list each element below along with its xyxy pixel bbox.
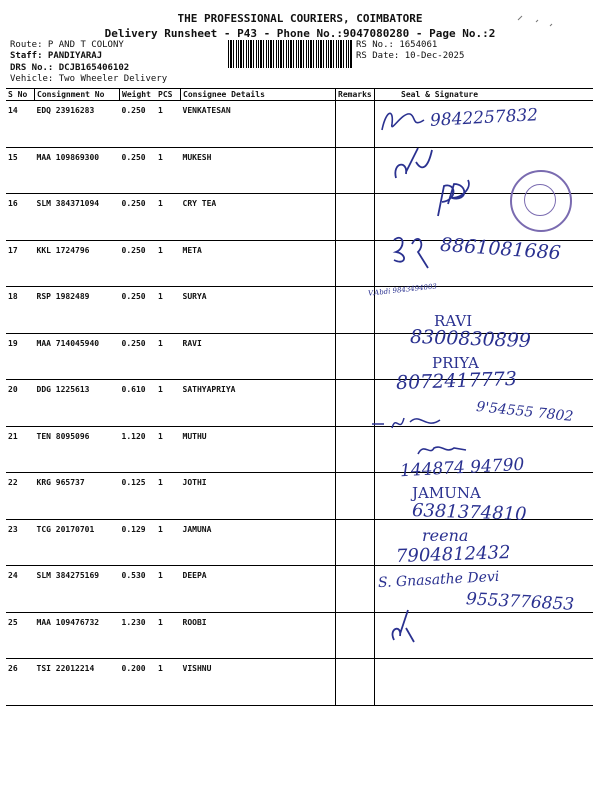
staff-label: Staff: PANDIYARAJ: [10, 51, 103, 61]
weight: 0.250: [120, 101, 157, 148]
table-header-row: [6, 89, 593, 101]
signature-name-25: S. Gnasathe Devi: [377, 568, 500, 592]
weight: 0.250: [120, 147, 157, 194]
pcs: 1: [156, 287, 181, 334]
signature-phone-14: 9842257832: [429, 105, 539, 131]
weight: 1.120: [120, 426, 157, 473]
consignment-no: RSP 1982489: [35, 287, 120, 334]
consignment-no: SLM 384371094: [35, 194, 120, 241]
consignee: RAVI: [181, 333, 336, 380]
consignment-no: EDQ 23916283: [35, 101, 120, 148]
signature-phone-23: 6381374810: [411, 500, 527, 525]
company-stamp: [510, 170, 572, 232]
remarks: [336, 519, 375, 566]
signature-scribble-26: [384, 606, 424, 648]
weight: 0.250: [120, 240, 157, 287]
weight: 0.250: [120, 333, 157, 380]
weight: 0.610: [120, 380, 157, 427]
consignee: MUKESH: [181, 147, 336, 194]
table-row: [6, 612, 593, 659]
remarks: [336, 426, 375, 473]
signature-phone-21: 9'54555 7802: [475, 398, 574, 426]
sno: 23: [6, 519, 35, 566]
pcs: 1: [156, 473, 181, 520]
consignment-no: DDG 1225613: [35, 380, 120, 427]
consignee: JOTHI: [181, 473, 336, 520]
consignee: CRY TEA: [181, 194, 336, 241]
signature-phone-25: 9553776853: [465, 589, 575, 615]
remarks: [336, 147, 375, 194]
consignee: META: [181, 240, 336, 287]
sno: 22: [6, 473, 35, 520]
signature-phone-20: 8072417773: [395, 367, 518, 395]
consignment-no: MAA 714045940: [35, 333, 120, 380]
weight: 0.530: [120, 566, 157, 613]
remarks: [336, 659, 375, 706]
weight: 0.125: [120, 473, 157, 520]
rs-number: RS No.: 1654061: [356, 40, 438, 50]
pcs: 1: [156, 101, 181, 148]
sno: 21: [6, 426, 35, 473]
drs-label: DRS No.: DCJB165406102: [10, 63, 130, 73]
barcode: [228, 40, 352, 68]
col-consignee: Consignee Details: [181, 89, 336, 101]
consignee: VISHNU: [181, 659, 336, 706]
signature-cell: [375, 659, 594, 706]
signature-scribble-14: [376, 100, 436, 140]
pcs: 1: [156, 380, 181, 427]
pcs: 1: [156, 240, 181, 287]
remarks: [336, 612, 375, 659]
sno: 16: [6, 194, 35, 241]
consignment-no: TEN 8095096: [35, 426, 120, 473]
consignee: SATHYAPRIYA: [181, 380, 336, 427]
consignment-no: MAA 109476732: [35, 612, 120, 659]
pcs: 1: [156, 426, 181, 473]
sno: 14: [6, 101, 35, 148]
sno: 24: [6, 566, 35, 613]
signature-phone-19: 8300830899: [409, 325, 532, 353]
signature-name-23: JAMUNA: [412, 484, 481, 502]
sno: 19: [6, 333, 35, 380]
consignee: JAMUNA: [181, 519, 336, 566]
weight: 0.129: [120, 519, 157, 566]
rs-date: RS Date: 10-Dec-2025: [356, 51, 465, 61]
consignee: SURYA: [181, 287, 336, 334]
remarks: [336, 333, 375, 380]
consignee: DEEPA: [181, 566, 336, 613]
consignment-no: KRG 965737: [35, 473, 120, 520]
consignee: ROOBI: [181, 612, 336, 659]
pcs: 1: [156, 659, 181, 706]
signature-scribble-16: [428, 176, 478, 226]
pcs: 1: [156, 194, 181, 241]
sno: 18: [6, 287, 35, 334]
signature-name-19: RAVI: [434, 312, 473, 330]
signature-scribble-21: [370, 408, 450, 438]
col-consignment: Consignment No: [35, 89, 120, 101]
signature-phone-17: 8861081686: [439, 233, 562, 265]
col-sno: S No: [6, 89, 35, 101]
consignment-no: MAA 109869300: [35, 147, 120, 194]
signature-phone-22: 144874 94790: [399, 454, 525, 482]
pcs: 1: [156, 147, 181, 194]
consignment-no: KKL 1724796: [35, 240, 120, 287]
table-row: [6, 287, 593, 334]
corner-marks: [516, 14, 556, 30]
col-weight: Weight: [120, 89, 157, 101]
runsheet-subtitle: Delivery Runsheet - P43 - Phone No.:9047080280 - Page No.:2: [104, 27, 496, 40]
route-label: Route: P AND T COLONY: [10, 40, 124, 50]
signature-phone-24: 7904812432: [395, 542, 511, 567]
pcs: 1: [156, 566, 181, 613]
table-row: [6, 194, 593, 241]
remarks: [336, 380, 375, 427]
signature-name-24: reena: [422, 526, 469, 545]
sno: 25: [6, 612, 35, 659]
runsheet-title: THE PROFESSIONAL COURIERS, COIMBATORE: [177, 12, 423, 25]
signature-name-20: PRIYA: [432, 354, 479, 372]
sno: 26: [6, 659, 35, 706]
consignee: MUTHU: [181, 426, 336, 473]
weight: 1.230: [120, 612, 157, 659]
remarks: [336, 566, 375, 613]
pcs: 1: [156, 519, 181, 566]
consignment-no: TSI 22012214: [35, 659, 120, 706]
remarks: [336, 473, 375, 520]
pcs: 1: [156, 333, 181, 380]
sno: 17: [6, 240, 35, 287]
vehicle-label: Vehicle: Two Wheeler Delivery: [10, 74, 168, 84]
signature-name-18: V.Abdi 9843494003: [367, 282, 438, 298]
remarks: [336, 240, 375, 287]
weight: 0.250: [120, 287, 157, 334]
pcs: 1: [156, 612, 181, 659]
col-pcs: PCS: [156, 89, 181, 101]
weight: 0.200: [120, 659, 157, 706]
sno: 20: [6, 380, 35, 427]
consignee: VENKATESAN: [181, 101, 336, 148]
weight: 0.250: [120, 194, 157, 241]
table-row: [6, 659, 593, 706]
table-row: [6, 147, 593, 194]
sno: 15: [6, 147, 35, 194]
consignment-no: SLM 384275169: [35, 566, 120, 613]
col-signature: Seal & Signature: [375, 89, 594, 101]
col-remarks: Remarks: [336, 89, 375, 101]
consignment-no: TCG 20170701: [35, 519, 120, 566]
remarks: [336, 194, 375, 241]
runsheet-table: [6, 88, 593, 706]
remarks: [336, 101, 375, 148]
